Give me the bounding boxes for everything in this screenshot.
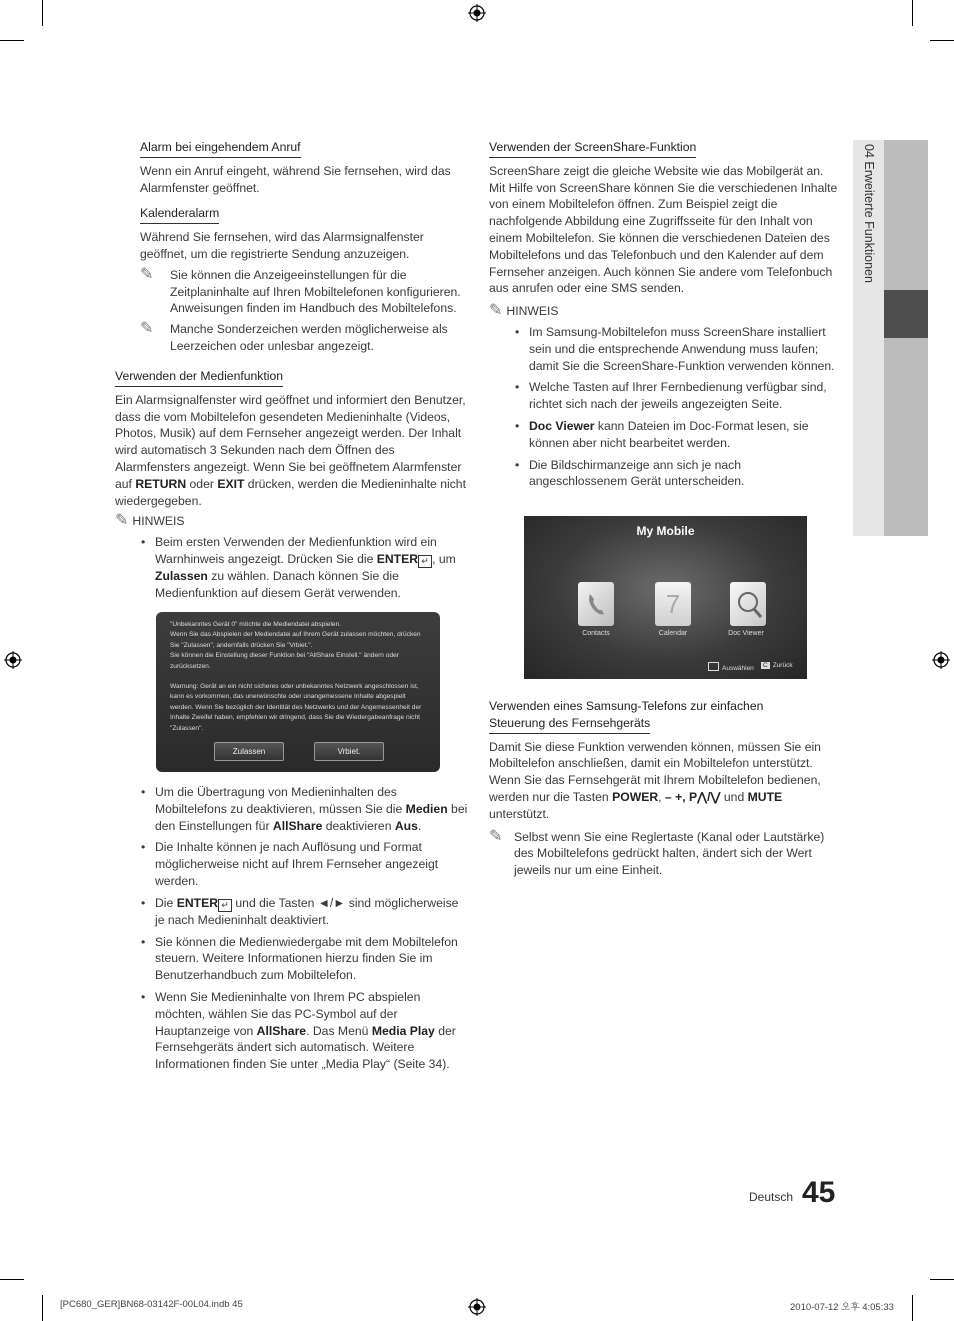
enter-key-icon bbox=[708, 662, 719, 671]
heading-media-function: Verwenden der Medienfunktion bbox=[115, 368, 283, 387]
crop-mark bbox=[0, 40, 24, 41]
deny-button[interactable]: Vrbiet. bbox=[314, 742, 384, 761]
select-hint: Auswählen bbox=[708, 662, 754, 672]
heading-samsung-line1: Verwenden eines Samsung-Telefons zur einfachen bbox=[489, 699, 764, 713]
footer-date: 2010-07-12 오후 4:05:33 bbox=[790, 1302, 894, 1313]
media-intro: Ein Alarmsignalfenster wird geöffnet und informiert den Benutzer, dass die vom Mobiltelefon gesendeten Medieninhalte (Videos, Photos, Musik) auf dem Fernseher angezeigt werden. Der Inhalt wird automatisch 3 Sekunden nach dem Öffnen des Alarmfensters angezeigt. Wenn Sie bei geöffnetem Alarmfenster auf RETURN oder EXIT drücken, werden die Medieninhalte nicht wiedergegeben. bbox=[115, 392, 466, 508]
crop-mark bbox=[42, 1295, 43, 1321]
list-item: • Die Bildschirmanzeige ann sich je nach angeschlossenem Gerät unterscheiden. bbox=[515, 457, 745, 489]
heading-samsung-line2: Steuerung des Fernsehgeräts bbox=[489, 715, 650, 734]
page-language: Deutsch bbox=[749, 1190, 794, 1204]
registration-mark-icon bbox=[4, 651, 22, 669]
left-column-top bbox=[140, 139, 470, 359]
doc-viewer-label: Doc Viewer bbox=[728, 630, 764, 637]
registration-mark-icon bbox=[468, 1298, 486, 1316]
list-item: • Beim ersten Verwenden der Medienfunktion wird ein Warnhinweis angezeigt. Drücken Sie die ENTER ↵ , um Zulassen zu wählen. Danach können Sie die Medienfunktion auf diesem Gerät verwenden. bbox=[141, 535, 456, 600]
list-item: • Welche Tasten auf Ihrer Fernbedienung verfügbar sind, richtet sich nach der jeweils angezeigten Seite. bbox=[515, 380, 827, 412]
media-permission-dialog bbox=[156, 612, 440, 772]
left-column-media bbox=[115, 368, 470, 607]
crop-mark bbox=[42, 0, 43, 26]
registration-mark-icon bbox=[468, 4, 486, 22]
c-key-icon: C bbox=[763, 662, 768, 669]
pencil-note-icon: ✎ bbox=[489, 302, 503, 320]
dialog-line: Wenn Sie das Abspielen der Mediendatei auf Ihrem Gerät zulassen möchten, drücken Sie "Zulassen", andernfalls drücken Sie "Vrbiet.". bbox=[170, 631, 421, 649]
side-tab-active-marker bbox=[884, 290, 928, 338]
calendar-note-1: ✎ Sie können die Anzeigeeinstellungen für die Zeitplaninhalte auf Ihren Mobiltelefonen konfigurieren. Anweisungen finden im Handbuch des Mobiltelefons. bbox=[140, 265, 461, 316]
my-mobile-screen bbox=[524, 516, 807, 679]
calendar-alarm-text: Während Sie fernsehen, wird das Alarmsignalfenster geöffnet, um die registrierte Sendung anzuzeigen. bbox=[140, 230, 424, 261]
contacts-label: Contacts bbox=[582, 630, 610, 637]
samsung-note: ✎ Selbst wenn Sie eine Reglertaste (Kanal oder Lautstärke) des Mobiltelefons gedrückt halten, ändert sich der Wert jeweils nur um eine Einheit. bbox=[489, 827, 825, 878]
allow-button[interactable]: Zulassen bbox=[214, 742, 284, 761]
crop-mark bbox=[912, 1295, 913, 1321]
pencil-note-icon: ✎ bbox=[489, 827, 503, 845]
hinweis-label: ✎ HINWEIS bbox=[115, 512, 185, 530]
back-hint: C Zurück bbox=[763, 662, 793, 669]
screenshare-text: ScreenShare zeigt die gleiche Website wie das Mobilgerät an. Mit Hilfe von ScreenShare können Sie die verschiedenen Inhalte von einem Mobiltelefon öffnen. Zum Beispiel zeigt die nachfolgende Abbildung eine Zugriffsseite für den Inhalt von einem Mobiltelefon. Sie können die verschiedenen Dateien des Mobiltelefons und das Telefonbuch und den Kalender auf dem Fernseher anzeigen. Auch können Sie andere vom Telefonbuch aus anrufen oder eine SMS senden. bbox=[489, 163, 838, 296]
volume-keys: – +, P bbox=[664, 789, 698, 804]
dialog-line: "Unbekanntes Gerät 0" möchte die Mediendatei abspielen. bbox=[170, 621, 342, 628]
enter-key-icon: ↵ bbox=[418, 555, 432, 568]
crop-mark bbox=[912, 0, 913, 26]
list-item: • Wenn Sie Medieninhalte von Ihrem PC abspielen möchten, wählen Sie das PC-Symbol auf der Hauptanzeige von AllShare. Das Menü Media Play der Fernsehgeräts ändert sich automatisch. Weitere Informationen finden Sie unter „Media Play“ (Seite 34). bbox=[141, 989, 456, 1072]
heading-screenshare: Verwenden der ScreenShare-Funktion bbox=[489, 139, 696, 158]
list-item: • Sie können die Medienwiedergabe mit dem Mobiltelefon steuern. Weitere Informationen hierzu finden Sie im Benutzerhandbuch zum Mobiltelefon. bbox=[141, 934, 458, 983]
crop-mark bbox=[0, 1279, 24, 1280]
list-item: • Im Samsung-Mobiltelefon muss ScreenShare installiert sein und die entsprechende Anwendung muss laufen; damit Sie die ScreenShare-Funktion verwenden können. bbox=[515, 324, 835, 373]
left-column-bullets bbox=[115, 784, 470, 1078]
side-tab-gray bbox=[884, 140, 928, 536]
footer-file: [PC680_GER]BN68-03142F-00L04.indb 45 bbox=[60, 1299, 243, 1310]
calendar-label: Calendar bbox=[658, 630, 688, 637]
crop-mark bbox=[930, 40, 954, 41]
side-tab-label: 04 Erweiterte Funktionen bbox=[862, 144, 876, 283]
list-item: • Um die Übertragung von Medieninhalten des Mobiltelefons zu deaktivieren, müssen Sie die Medien bei den Einstellungen für AllShare deaktivieren Aus. bbox=[141, 785, 468, 833]
my-mobile-title: My Mobile bbox=[636, 524, 695, 538]
calendar-note-2: ✎ Manche Sonderzeichen werden möglicherweise als Leerzeichen oder unlesbar angezeigt. bbox=[140, 320, 448, 353]
calendar-icon[interactable] bbox=[655, 582, 691, 626]
list-item: • Die Inhalte können je nach Auflösung und Format möglicherweise nicht auf Ihrem Fernseher angezeigt werden. bbox=[141, 840, 439, 888]
hinweis-label: ✎ HINWEIS bbox=[489, 302, 559, 320]
doc-viewer-icon[interactable] bbox=[730, 582, 766, 626]
enter-key-icon: ↵ bbox=[218, 899, 232, 912]
alarm-call-text: Wenn ein Anruf eingeht, während Sie fernsehen, wird das Alarmfenster geöffnet. bbox=[140, 163, 451, 195]
registration-mark-icon bbox=[932, 651, 950, 669]
channel-arrows-icon: ⋀/⋁ bbox=[697, 789, 721, 804]
contacts-icon[interactable] bbox=[578, 582, 614, 626]
calendar-number: 7 bbox=[665, 589, 681, 619]
list-item: • Die ENTER ↵ und die Tasten ◄/► sind möglicherweise je nach Medieninhalt deaktiviert. bbox=[141, 895, 459, 927]
list-item: • Doc Viewer kann Dateien im Doc-Format lesen, sie können aber nicht bearbeitet werden. bbox=[515, 418, 809, 450]
pencil-note-icon: ✎ bbox=[115, 512, 129, 530]
heading-alarm-call: Alarm bei eingehendem Anruf bbox=[140, 139, 301, 158]
right-column-bottom bbox=[489, 698, 839, 883]
crop-mark bbox=[930, 1279, 954, 1280]
pencil-note-icon: ✎ bbox=[140, 320, 154, 338]
heading-calendar-alarm: Kalenderalarm bbox=[140, 205, 219, 224]
right-column-top bbox=[489, 139, 839, 495]
samsung-text: Damit Sie diese Funktion verwenden können, müssen Sie ein Mobiltelefon anschließen, damit ein Mobiltelefon unterstützt. Wenn Sie das Fernsehgerät mit Ihrem Mobiltelefon bedienen, werden nur die Tasten POWER, – +, P⋀/⋁ und MUTE unterstützt. bbox=[489, 739, 821, 821]
page-number: 45 bbox=[802, 1176, 836, 1209]
dialog-line: Sie können die Einstellung dieser Funktion bei "AllShare Einstell." ändern oder zurücksetzen. bbox=[170, 652, 400, 670]
dialog-warning: Warnung: Gerät an ein nicht sicheres oder unbekanntes Netzwerk angeschlossen ist, kann es vorkommen, das unerwünschte oder unangemessene Inhalte abgespielt werden. Wenn Sie bezüglich der Identität des Netzwerks und der Angemessenheit der Inhalte Zweifel haben, empfehlen wir dringend, dass Sie die Wiedergabeanfrage nicht "Zulassen". bbox=[170, 683, 422, 732]
pencil-note-icon: ✎ bbox=[140, 265, 154, 283]
